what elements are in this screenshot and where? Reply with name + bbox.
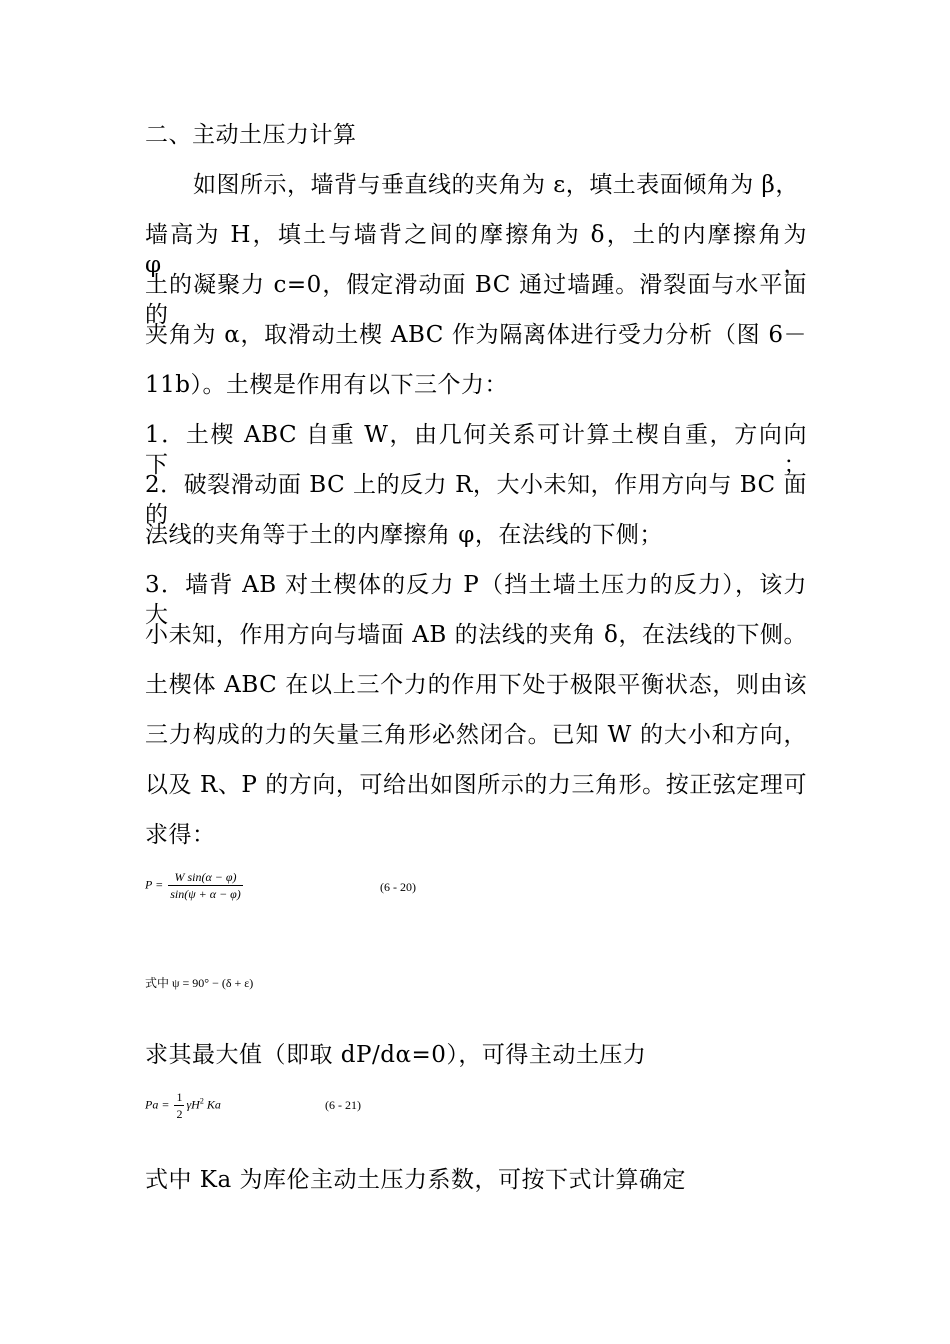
paragraph2-line-1: 土楔体 ABC 在以上三个力的作用下处于极限平衡状态，则由该 (145, 672, 807, 698)
paragraph2-line-3: 以及 R、P 的方向，可给出如图所示的力三角形。按正弦定理可 (145, 772, 807, 798)
paragraph1-line-5: 11b）。土楔是作用有以下三个力： (145, 372, 508, 398)
eq621-half-den: 2 (176, 1107, 183, 1121)
eq621-lhs: Pa = (145, 1097, 170, 1112)
eq621-exponent: 2 (199, 1096, 204, 1106)
equation-6-20-number: (6 - 20) (380, 880, 416, 894)
paragraph1-line-4: 夹角为 α，取滑动土楔 ABC 作为隔离体进行受力分析（图 6－ (145, 322, 807, 348)
eq620-denominator: sin(ψ + α − φ) (170, 887, 241, 901)
ka-text: 式中 Ka 为库伦主动土压力系数，可按下式计算确定 (145, 1167, 687, 1193)
eq621-gamma-h: γH (186, 1097, 200, 1112)
eq620-fraction (168, 870, 243, 901)
eq620-numerator: W sin(α − φ) (168, 870, 243, 886)
equation-6-20 (145, 870, 245, 901)
equation-6-21 (145, 1090, 221, 1121)
max-value-text: 求其最大值（即取 dP/dα=0），可得主动土压力 (145, 1042, 647, 1068)
list-item-2-cont: 法线的夹角等于土的内摩擦角 φ，在法线的下侧； (145, 522, 663, 548)
eq621-ka: Ka (206, 1097, 221, 1112)
paragraph2-line-2: 三力构成的力的矢量三角形必然闭合。已知 W 的大小和方向， (145, 722, 807, 748)
paragraph1-line-2: 墙高为 H，填土与墙背之间的摩擦角为 δ，土的内摩擦角为 φ， (145, 222, 807, 278)
psi-definition: 式中 ψ = 90° − (δ + ε) (145, 976, 254, 990)
paragraph1-line-1: 如图所示，墙背与垂直线的夹角为 ε，填土表面倾角为 β， (193, 172, 799, 198)
section-heading: 二、主动土压力计算 (145, 122, 357, 148)
eq621-half (174, 1090, 184, 1121)
paragraph1-line-3: 土的凝聚力 c=0，假定滑动面 BC 通过墙踵。滑裂面与水平面的 (145, 272, 807, 328)
list-item-3: 3．墙背 AB 对土楔体的反力 P（挡土墙土压力的反力），该力大 (145, 572, 807, 628)
list-item-1: 1．土楔 ABC 自重 W，由几何关系可计算土楔自重，方向向下； (145, 422, 807, 478)
eq621-half-num: 1 (176, 1090, 183, 1104)
list-item-3-cont: 小未知，作用方向与墙面 AB 的法线的夹角 δ，在法线的下侧。 (145, 622, 807, 648)
equation-6-21-number: (6 - 21) (325, 1098, 361, 1112)
list-item-2: 2．破裂滑动面 BC 上的反力 R，大小未知，作用方向与 BC 面的 (145, 472, 807, 528)
eq620-lhs: P = (145, 877, 164, 892)
paragraph2-line-4: 求得： (145, 822, 216, 848)
